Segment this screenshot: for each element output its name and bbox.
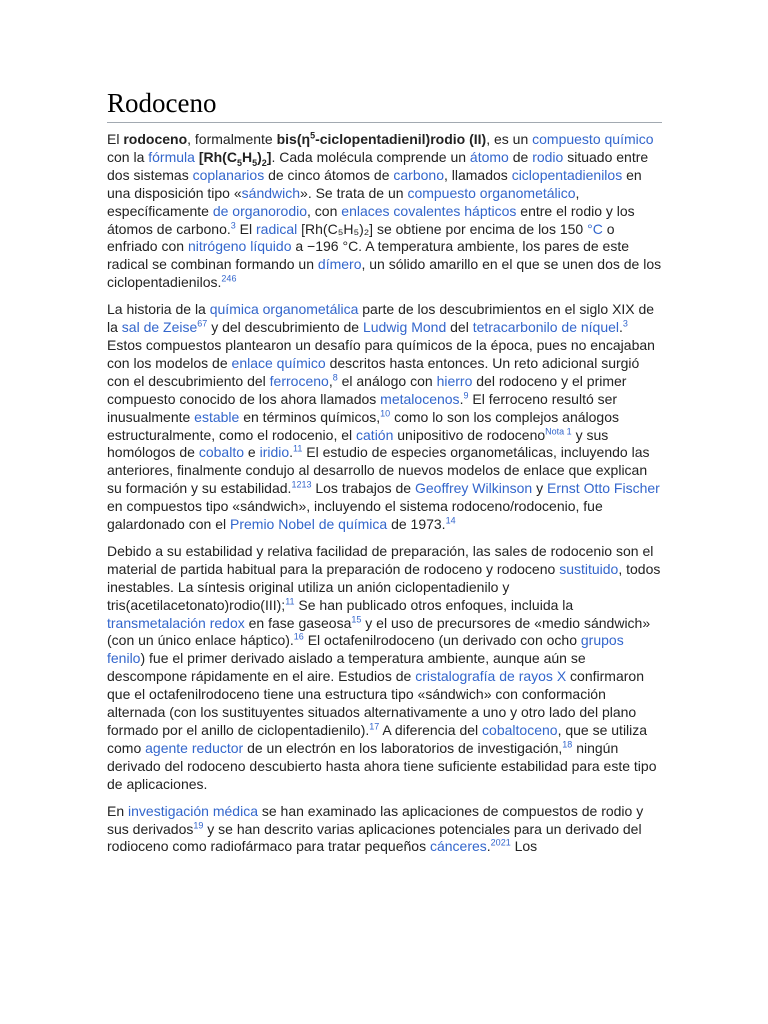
- text: como lo son los complejos análogos estructuralmente, como el rodocenio, el: [107, 408, 619, 443]
- wiki-link[interactable]: radical: [256, 220, 298, 237]
- text: ) fue el primer derivado aislado a temperatura ambiente, aunque aún se descompone rápidamente en el aire. Estudios de: [107, 650, 586, 685]
- text: .: [459, 390, 464, 407]
- text: -ciclopentadienil)rodio (II): [315, 131, 487, 147]
- reference-link[interactable]: 4: [226, 273, 232, 284]
- article: [107, 86, 662, 865]
- reference-link[interactable]: 6: [197, 318, 203, 329]
- wiki-link[interactable]: metalocenos: [380, 390, 460, 407]
- wiki-link[interactable]: grupos fenilo: [107, 632, 624, 667]
- text: . Cada molécula comprende un: [271, 148, 470, 165]
- reference-link[interactable]: 3: [230, 219, 236, 230]
- wiki-link[interactable]: cobaltoceno: [482, 722, 558, 738]
- wiki-link[interactable]: Ernst Otto Fischer: [547, 480, 660, 497]
- wiki-link[interactable]: °C: [587, 220, 603, 237]
- text: entre el rodio y los átomos de carbono.: [107, 202, 635, 237]
- paragraph: [107, 543, 662, 794]
- reference-link[interactable]: 11: [285, 596, 295, 606]
- text: , llamados: [443, 166, 512, 183]
- wiki-link[interactable]: iridio: [259, 444, 290, 461]
- text: del: [446, 319, 473, 336]
- text: , con: [307, 202, 342, 219]
- paragraph: [107, 301, 662, 534]
- wiki-link[interactable]: Premio Nobel de química: [230, 516, 388, 533]
- text: bis(η: [276, 131, 311, 147]
- wiki-link[interactable]: ciclopentadienilos: [511, 166, 623, 183]
- text: y el uso de precursores de «medio sándwich» (con un único enlace háptico).: [107, 614, 651, 649]
- text: situado entre dos sistemas: [107, 148, 649, 183]
- text: de 1973.: [387, 516, 446, 533]
- wiki-link[interactable]: fórmula: [148, 148, 195, 165]
- text: H: [241, 148, 253, 165]
- text: Debido a su estabilidad y relativa facilidad de preparación, las sales de rodocenio son el material de partida habitual para la preparación de rodoceno y rodoceno: [107, 542, 654, 577]
- wiki-link[interactable]: Ludwig Mond: [362, 319, 447, 336]
- wiki-link[interactable]: química organometálica: [209, 301, 359, 318]
- reference-link[interactable]: 9: [463, 390, 469, 401]
- reference-link[interactable]: 20: [490, 837, 501, 848]
- text: Se han publicado otros enfoques, incluida la: [294, 596, 574, 613]
- wiki-link[interactable]: agente reductor: [145, 739, 244, 756]
- wiki-link[interactable]: cobalto: [198, 444, 244, 461]
- text: Los: [510, 838, 538, 855]
- page-title: Rodoceno: [107, 86, 662, 123]
- text: , que se utiliza como: [107, 722, 648, 756]
- wiki-link[interactable]: sándwich: [241, 184, 301, 201]
- text: ». Se trata de un: [300, 184, 408, 201]
- wiki-link[interactable]: hierro: [436, 372, 473, 389]
- reference-link[interactable]: 3: [622, 318, 628, 329]
- text: rodoceno: [123, 131, 188, 147]
- superscript: 5: [310, 130, 316, 141]
- reference-link[interactable]: 10: [380, 407, 391, 418]
- text: a −196 °C. A temperatura ambiente, los pares de este radical se combinan formando un: [107, 238, 630, 273]
- reference-link[interactable]: 13: [301, 479, 312, 490]
- reference-link[interactable]: 11: [293, 443, 303, 454]
- subscript: 5: [236, 157, 242, 168]
- text: El: [235, 220, 256, 237]
- wiki-link[interactable]: átomo: [469, 148, 509, 165]
- reference-link[interactable]: 2: [221, 273, 227, 284]
- article-body: [107, 131, 662, 856]
- wiki-link[interactable]: dímero: [317, 256, 362, 273]
- subscript: 2: [261, 157, 267, 168]
- wiki-link[interactable]: rodio: [532, 148, 564, 165]
- wiki-link[interactable]: cristalografía de rayos X: [415, 668, 567, 685]
- text: , todos inestables. La síntesis original utiliza un anión ciclopentadienilo y tris(acetilacetonato)rodio(III);: [107, 560, 661, 613]
- reference-link[interactable]: 16: [293, 631, 304, 642]
- text: El estudio de especies organometálicas, incluyendo las anteriores, finalmente condujo al desarrollo de nuevos modelos de enlace que explican su formación y su estabilidad.: [107, 444, 650, 497]
- wiki-link[interactable]: cánceres: [429, 838, 487, 855]
- wiki-link[interactable]: transmetalación redox: [107, 614, 245, 631]
- wiki-link[interactable]: nitrógeno líquido: [187, 238, 292, 255]
- text: el análogo con: [337, 372, 437, 389]
- text: unipositivo de rodoceno: [393, 426, 546, 443]
- wiki-link[interactable]: de organorodio: [212, 202, 308, 219]
- text: En: [107, 802, 129, 819]
- wiki-link[interactable]: investigación médica: [128, 802, 258, 819]
- text: en compuestos tipo «sándwich», incluyendo el sistema rodoceno/rodocenio, fue galardonado con el: [107, 498, 603, 533]
- text: confirmaron que el octafenilrodoceno tiene una estructura tipo «sándwich» con conformación alternada (con los sustituyentes situados alternativamente a uno y otro lado del plano formado por el anillo de ciclopentadienilo).: [107, 668, 644, 738]
- reference-link[interactable]: Nota 1: [545, 425, 572, 436]
- text: ): [257, 148, 262, 165]
- text: e: [244, 444, 260, 461]
- text: de cinco átomos de: [264, 166, 394, 183]
- text: [Rh(C₅H₅)₂] se obtiene por encima de los 150: [297, 220, 588, 237]
- wiki-link[interactable]: tetracarbonilo de níquel: [472, 319, 620, 336]
- text: en una disposición tipo «: [107, 166, 642, 201]
- text: .: [486, 838, 491, 855]
- text: , un sólido amarillo en el que se unen dos de los ciclopentadienilos.: [107, 256, 662, 291]
- text: Los trabajos de: [311, 480, 415, 497]
- reference-link[interactable]: 14: [445, 515, 456, 526]
- text: , es un: [486, 131, 533, 147]
- wiki-link[interactable]: catión: [356, 426, 394, 443]
- wiki-link[interactable]: ferroceno: [269, 372, 329, 389]
- wiki-link[interactable]: enlaces covalentes hápticos: [341, 202, 517, 219]
- text: ]: [266, 148, 272, 165]
- paragraph: [107, 131, 662, 292]
- text: , específicamente: [107, 184, 580, 219]
- text: con la: [107, 148, 149, 165]
- text: El ferroceno resultó ser inusualmente: [107, 390, 618, 425]
- text: descritos hasta entonces. Un reto adicional surgió con el descubrimiento del: [107, 354, 640, 389]
- text: A diferencia del: [379, 722, 483, 738]
- reference-link[interactable]: 17: [369, 721, 380, 732]
- reference-link[interactable]: 21: [500, 837, 511, 848]
- reference-link[interactable]: 12: [291, 479, 302, 490]
- wiki-link[interactable]: enlace químico: [231, 354, 326, 371]
- text: de: [508, 148, 533, 165]
- text: , formalmente: [187, 131, 277, 147]
- reference-link[interactable]: 15: [351, 613, 362, 624]
- text: y sus homólogos de: [107, 426, 609, 461]
- wiki-link[interactable]: Geoffrey Wilkinson: [414, 480, 533, 497]
- text: o enfriado con: [107, 220, 615, 255]
- text: de un electrón en los laboratorios de investigación,: [243, 739, 563, 756]
- wiki-link[interactable]: compuesto organometálico: [407, 184, 576, 201]
- reference-link[interactable]: 6: [231, 273, 237, 284]
- text: en fase gaseosa: [244, 614, 352, 631]
- reference-link[interactable]: 7: [202, 318, 208, 329]
- reference-link[interactable]: 19: [193, 819, 204, 830]
- text: El octafenilrodoceno (un derivado con ocho: [303, 632, 581, 649]
- wiki-link[interactable]: estable: [194, 408, 240, 425]
- subscript: 5: [252, 157, 258, 168]
- text: y del descubrimiento de: [207, 319, 363, 336]
- wiki-link[interactable]: compuesto químico: [532, 131, 654, 147]
- reference-link[interactable]: 18: [562, 739, 573, 750]
- wiki-link[interactable]: sal de Zeise: [121, 319, 198, 336]
- text: .: [619, 319, 623, 336]
- text: del rodoceno y el primer compuesto conocido de los ahora llamados: [107, 372, 627, 407]
- wiki-link[interactable]: coplanarios: [192, 166, 265, 183]
- text: se han examinado las aplicaciones de compuestos de rodio y sus derivados: [107, 802, 644, 837]
- text: Estos compuestos plantearon un desafío para químicos de la época, pues no encajaban con los modelos de: [107, 336, 655, 371]
- text: ,: [328, 372, 333, 389]
- text: [Rh(C: [198, 148, 237, 165]
- text: y: [532, 480, 547, 497]
- text: .: [289, 444, 294, 461]
- text: y se han descrito varias aplicaciones potenciales para un derivado del rodioceno como radiofármaco para tratar pequeños: [107, 820, 642, 855]
- text: en términos químicos,: [239, 408, 381, 425]
- text: parte de los descubrimientos en el siglo XIX de la: [107, 301, 655, 336]
- reference-link[interactable]: 8: [332, 372, 338, 383]
- wiki-link[interactable]: sustituido: [559, 560, 619, 577]
- text: La historia de la: [107, 301, 210, 318]
- text: ningún derivado del rodoceno descubierto hasta ahora tiene suficiente estabilidad para este tipo de aplicaciones.: [107, 739, 657, 792]
- wiki-link[interactable]: carbono: [393, 166, 444, 183]
- text: El: [107, 131, 124, 147]
- paragraph: [107, 803, 662, 857]
